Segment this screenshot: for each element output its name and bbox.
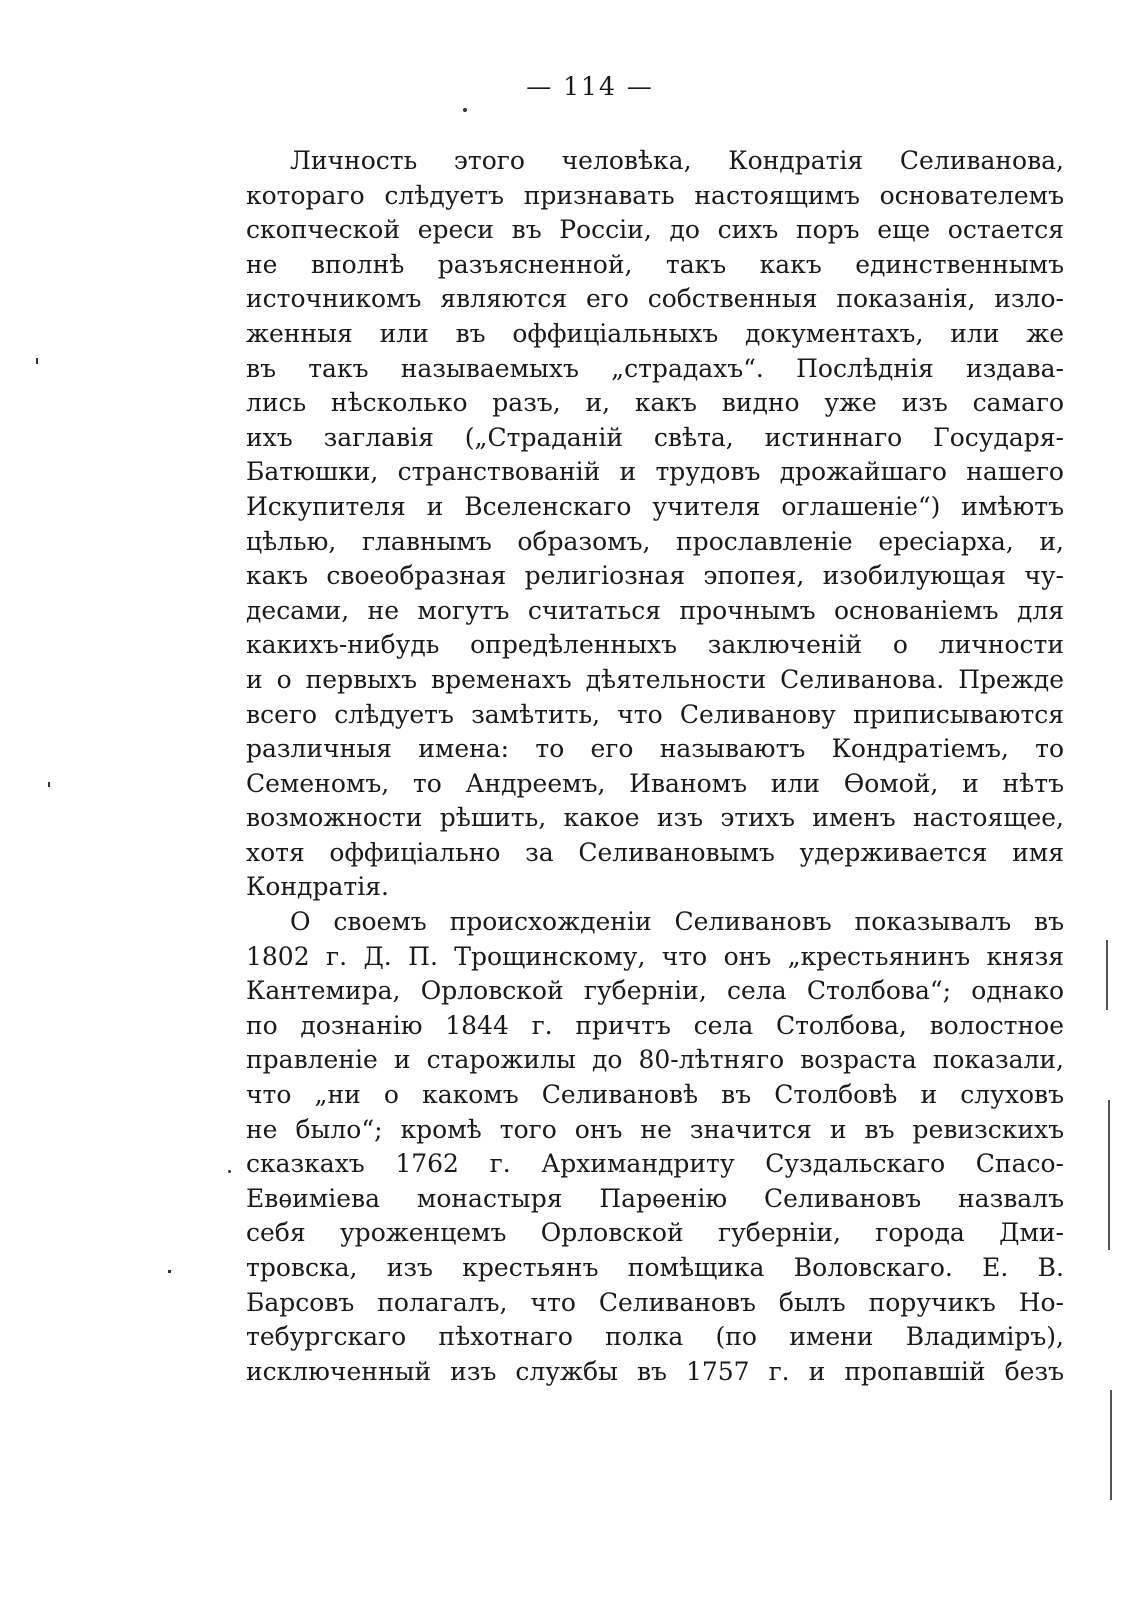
text-line: котораго слѣдуетъ признавать настоящимъ основателемъ [246, 180, 1064, 210]
scan-speck [463, 108, 467, 112]
text-line: Евѳиміева монастыря Парѳенію Селивановъ назвалъ [246, 1183, 1064, 1213]
page-edge-mark [1110, 1390, 1112, 1500]
scan-speck [228, 1170, 231, 1173]
scan-speck [48, 782, 50, 787]
text-line: сказкахъ 1762 г. Архимандриту Суздальскаго Спасо- [246, 1149, 1064, 1179]
page-edge-mark [1108, 1100, 1110, 1250]
text-line: по дознанію 1844 г. причтъ села Столбова, волостное [246, 1010, 1064, 1040]
text-line: женныя или въ оффиціальныхъ документахъ, или же [246, 318, 1064, 348]
page-number: — 114 — [526, 72, 654, 101]
text-line: въ такъ называемыхъ „страдахъ“. Послѣднія издава- [246, 353, 1064, 383]
text-line: цѣлью, главнымъ образомъ, прославленіе ересіарха, и, [246, 526, 1064, 556]
text-line: источникомъ являются его собственныя показанія, изло- [246, 284, 1064, 314]
body-text [246, 146, 1064, 1391]
text-line: и о первыхъ временахъ дѣятельности Селиванова. Прежде [246, 664, 1064, 694]
text-line: какъ своеобразная религіозная эпопея, изобилующая чу- [246, 561, 1064, 591]
scan-speck [36, 358, 38, 364]
text-line: тебургскаго пѣхотнаго полка (по имени Владиміръ), [246, 1322, 1064, 1352]
text-line: правленіе и старожилы до 80-лѣтняго возраста показали, [246, 1045, 1064, 1075]
text-line: не вполнѣ разъясненной, такъ какъ единственнымъ [246, 249, 1064, 279]
page-edge-mark [1106, 940, 1108, 1010]
text-line: Барсовъ полагалъ, что Селивановъ былъ поручикъ Но- [246, 1287, 1064, 1317]
text-line: исключенный изъ службы въ 1757 г. и пропавшій безъ [246, 1356, 1064, 1386]
text-line: Семеномъ, то Андреемъ, Иваномъ или Ѳомой, и нѣтъ [246, 768, 1064, 798]
text-line: Батюшки, странствованій и трудовъ дрожайшаго нашего [246, 457, 1064, 487]
text-line: себя уроженцемъ Орловской губерніи, города Дми- [246, 1218, 1064, 1248]
text-line: 1802 г. Д. П. Трощинскому, что онъ „крестьянинъ князя [246, 941, 1064, 971]
text-line: скопческой ереси въ Россіи, до сихъ поръ еще остается [246, 215, 1064, 245]
text-line: всего слѣдуетъ замѣтить, что Селиванову приписываются [246, 699, 1064, 729]
text-line: десами, не могутъ считаться прочнымъ основаніемъ для [246, 595, 1064, 625]
text-line: какихъ-нибудь опредѣленныхъ заключеній о личности [246, 630, 1064, 660]
text-line: ихъ заглавія („Страданій свѣта, истиннаго Государя- [246, 422, 1064, 452]
text-line: тровска, изъ крестьянъ помѣщика Воловскаго. Е. В. [246, 1253, 1064, 1282]
text-line: О своемъ происхожденіи Селивановъ показывалъ въ [290, 907, 1064, 937]
scan-speck [168, 1270, 171, 1273]
text-line: Личность этого человѣка, Кондратія Селиванова, [290, 146, 1064, 175]
text-line: Искупителя и Вселенскаго учителя оглашеніе“) имѣютъ [246, 491, 1064, 521]
text-line: Кантемира, Орловской губерніи, села Столбова“; однако [246, 976, 1064, 1006]
text-line: не было“; кромѣ того онъ не значится и въ ревизскихъ [246, 1114, 1064, 1144]
text-line: хотя оффиціально за Селивановымъ удерживается имя [246, 837, 1064, 867]
text-line: Кондратія. [246, 872, 389, 902]
text-line: что „ни о какомъ Селивановѣ въ Столбовѣ и слуховъ [246, 1080, 1064, 1110]
text-line: возможности рѣшить, какое изъ этихъ именъ настоящее, [246, 803, 1064, 833]
text-line: различныя имена: то его называютъ Кондратіемъ, то [246, 734, 1064, 764]
text-line: лись нѣсколько разъ, и, какъ видно уже изъ самаго [246, 388, 1064, 418]
